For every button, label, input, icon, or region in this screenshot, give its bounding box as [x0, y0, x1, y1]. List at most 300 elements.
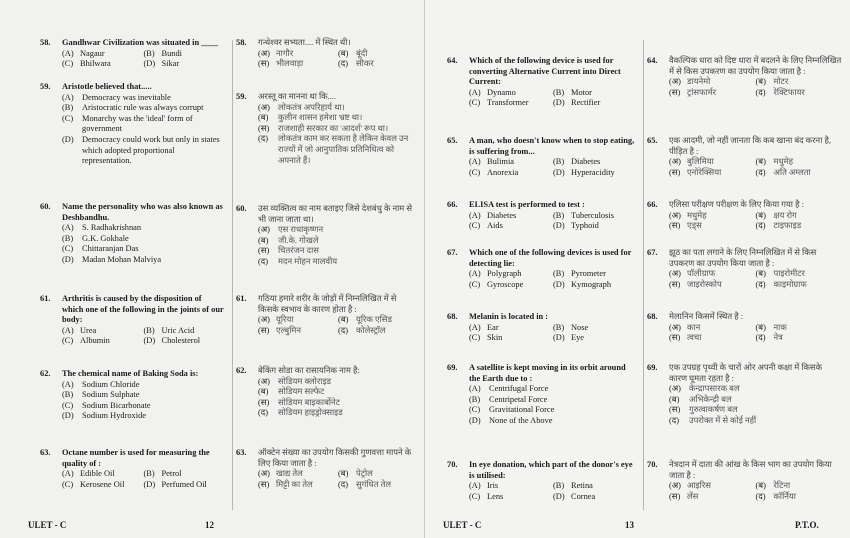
option-text: यूरिक एसिड	[356, 315, 392, 325]
option-text: सीकर	[356, 59, 374, 69]
question-62	[40, 369, 225, 422]
option-label: (द)	[258, 256, 269, 266]
option	[258, 124, 418, 135]
option-label: (C)	[62, 244, 74, 254]
option-label: (A)	[469, 157, 481, 167]
options	[62, 380, 225, 422]
option	[669, 211, 756, 222]
option	[669, 395, 842, 406]
option	[756, 157, 843, 168]
option	[62, 390, 225, 401]
option	[469, 384, 637, 395]
option-label: (A)	[469, 210, 481, 220]
right-hindi-column	[647, 0, 842, 538]
option-label: (C)	[62, 336, 74, 346]
option-label: (अ)	[669, 77, 681, 87]
question-70	[447, 460, 637, 502]
option-text: पेट्रोल	[356, 469, 373, 479]
option	[258, 134, 418, 166]
option-text: Sodium Bicarbonate	[82, 400, 151, 410]
options	[62, 469, 225, 490]
question-number: 68.	[447, 312, 458, 321]
question-number: 59.	[236, 92, 247, 101]
option-text: Perfumed Oil	[161, 479, 207, 489]
option	[62, 234, 225, 245]
option-text: Monarchy was the 'ideal' form of government	[82, 113, 193, 134]
question-text: Aristotle believed that.....	[62, 82, 152, 91]
option	[756, 492, 843, 503]
options	[469, 157, 637, 178]
option-label: (स)	[258, 325, 270, 335]
question-text: ELISA test is performed to test :	[469, 200, 585, 209]
question-63	[40, 448, 225, 490]
option-label: (C)	[469, 221, 481, 231]
option-label: (C)	[62, 59, 74, 69]
question-number: 66.	[447, 200, 458, 209]
question-text: वैकल्पिक धारा को दिष्ट धारा में बदलने के लिए निम्नलिखित में से किस उपकरण का उपयोग किया जाता है :	[669, 56, 842, 76]
option	[62, 49, 144, 60]
option-label: (C)	[469, 491, 481, 501]
option-label: (C)	[469, 333, 481, 343]
options	[469, 88, 637, 109]
option-text: कॉर्निया	[773, 491, 796, 501]
option	[553, 269, 637, 280]
option-text: लोकतंत्र काम कर सकता है लेकिन केवल उन राज्यों में जो आनुपातिक प्रतिनिधित्व को अपनाते हैं।	[278, 134, 409, 165]
option-text: Edible Oil	[80, 469, 115, 479]
option	[469, 416, 637, 427]
options	[669, 323, 842, 344]
options	[62, 326, 225, 347]
option-text: नागौर	[276, 48, 294, 58]
option-text: मदन मोहन मालवीय	[278, 256, 338, 266]
option	[258, 377, 418, 388]
option	[144, 59, 226, 70]
option	[553, 280, 637, 291]
option	[756, 77, 843, 88]
footer-code: ULET - C	[443, 520, 482, 530]
option-label: (D)	[469, 415, 481, 425]
question-number: 69.	[447, 363, 458, 372]
option-label: (D)	[62, 134, 74, 144]
option-text: S. Radhakrishnan	[82, 223, 142, 233]
question-number: 67.	[647, 248, 658, 257]
option-label: (B)	[143, 48, 155, 58]
option-label: (B)	[62, 390, 74, 400]
options	[258, 315, 418, 336]
option-label: (D)	[553, 491, 565, 501]
option-label: (ब)	[258, 113, 269, 123]
option	[469, 323, 553, 334]
option	[62, 223, 225, 234]
option-text: बूंदी	[356, 48, 368, 58]
question-text: मेलानिन किसमें स्थित है :	[669, 312, 744, 321]
option-label: (A)	[469, 384, 481, 394]
option-label: (अ)	[258, 469, 270, 479]
left-hindi-column	[236, 0, 418, 538]
option-label: (स)	[669, 87, 681, 97]
footer-code: ULET - C	[28, 520, 67, 530]
option	[553, 481, 637, 492]
option-text: Iris	[487, 481, 499, 491]
option-label: (द)	[755, 87, 766, 97]
option-text: Democracy was inevitable	[82, 92, 171, 102]
option	[469, 481, 553, 492]
question-text: A satellite is kept moving in its orbit around the Earth due to :	[469, 363, 626, 383]
option-text: केन्द्रापसारक बल	[689, 384, 740, 394]
option-label: (ब)	[338, 315, 349, 325]
option-text: Centripetal Force	[489, 394, 548, 404]
question-number: 60.	[236, 204, 247, 213]
option-text: Gyroscope	[487, 279, 524, 289]
option-label: (अ)	[669, 481, 681, 491]
option	[469, 88, 553, 99]
option-text: Polygraph	[487, 269, 522, 279]
option	[258, 246, 418, 257]
option-text: Uric Acid	[161, 325, 195, 335]
question-number: 66.	[647, 200, 658, 209]
option	[669, 405, 842, 416]
option-label: (A)	[62, 469, 74, 479]
option-label: (C)	[469, 98, 481, 108]
question-number: 68.	[647, 312, 658, 321]
option	[553, 492, 637, 503]
option-label: (ब)	[755, 210, 766, 220]
option-text: कान	[687, 322, 701, 332]
question-58	[40, 38, 225, 70]
option-label: (B)	[553, 269, 565, 279]
option	[669, 416, 842, 427]
option-label: (C)	[62, 113, 74, 123]
option-text: Bulimia	[487, 157, 514, 167]
option	[258, 103, 418, 114]
option-label: (द)	[258, 134, 269, 144]
option	[62, 114, 225, 135]
question-66-hindi	[647, 200, 842, 232]
option	[62, 411, 225, 422]
option	[338, 326, 418, 337]
question-text: गन्धेश्वर सभ्यता.... में स्थित थी।	[258, 38, 351, 47]
option-text: Pyrometer	[571, 269, 606, 279]
option	[756, 269, 843, 280]
option-label: (D)	[553, 167, 565, 177]
option-label: (B)	[62, 233, 74, 243]
options	[62, 49, 225, 70]
option-label: (C)	[469, 405, 481, 415]
option	[469, 269, 553, 280]
option	[553, 98, 637, 109]
question-number: 61.	[40, 294, 51, 303]
option-text: Motor	[571, 87, 592, 97]
options	[258, 377, 418, 419]
question-text: गठिया हमारे शरीर के जोड़ों में निम्नलिखित में से किसके स्वभाव के कारण होता है :	[258, 294, 397, 314]
question-number: 69.	[647, 363, 658, 372]
option-text: जी.के. गोखले	[278, 235, 319, 245]
right-english-column	[447, 0, 637, 538]
option	[62, 135, 225, 167]
option-label: (D)	[553, 333, 565, 343]
option-text: लेंस	[687, 491, 699, 501]
question-63-hindi	[236, 448, 418, 490]
option-text: Diabetes	[487, 210, 517, 220]
option	[62, 401, 225, 412]
option-label: (B)	[553, 210, 565, 220]
option-label: (D)	[62, 411, 74, 421]
option-label: (अ)	[669, 384, 681, 394]
option	[62, 59, 144, 70]
option-label: (अ)	[669, 269, 681, 279]
option-text: Diabetes	[571, 157, 601, 167]
option-text: मधुमेह	[773, 157, 794, 167]
question-text: झूठ का पता लगाने के लिए निम्नलिखित में से किस उपकरण का उपयोग किया जाता है :	[669, 248, 817, 268]
option-text: Retina	[571, 481, 593, 491]
option	[553, 221, 637, 232]
option-label: (द)	[755, 491, 766, 501]
option	[469, 157, 553, 168]
option-text: ट्रांसफार्मर	[687, 87, 717, 97]
option-text: मिट्टी का तेल	[276, 479, 313, 489]
options	[258, 49, 418, 70]
option-text: उपरोक्त में से कोई नहीं	[689, 415, 757, 425]
option-text: Madan Mohan Malviya	[82, 254, 162, 264]
option-text: सोडियम क्लोराइड	[278, 376, 332, 386]
option-label: (अ)	[669, 210, 681, 220]
option	[669, 168, 756, 179]
question-59	[40, 82, 225, 167]
question-text: Which one of the following devices is used for detecting lie:	[469, 248, 632, 268]
option	[669, 88, 756, 99]
option	[669, 323, 756, 334]
option-text: Gravitational Force	[489, 405, 555, 415]
option	[144, 480, 226, 491]
option-label: (D)	[553, 221, 565, 231]
option-text: Sodium Hydroxide	[82, 411, 146, 421]
option-text: Sodium Sulphate	[82, 390, 140, 400]
options	[62, 223, 225, 265]
option-label: (द)	[755, 279, 766, 289]
question-number: 62.	[40, 369, 51, 378]
option-label: (A)	[62, 325, 74, 335]
option-label: (अ)	[258, 315, 270, 325]
option-label: (अ)	[669, 157, 681, 167]
option-label: (ब)	[755, 157, 766, 167]
pto-label: P.T.O.	[795, 520, 819, 530]
option-text: गुरुत्वाकर्षण बल	[689, 405, 738, 415]
option	[258, 49, 338, 60]
option	[258, 326, 338, 337]
question-65-hindi	[647, 136, 842, 178]
option-text: Nose	[571, 322, 589, 332]
question-number: 64.	[647, 56, 658, 65]
option-text: Cornea	[571, 491, 596, 501]
page-13	[425, 0, 850, 538]
option-label: (B)	[143, 325, 155, 335]
option	[258, 113, 418, 124]
option	[338, 49, 418, 60]
option	[756, 221, 843, 232]
question-number: 58.	[40, 38, 51, 47]
option-text: अति अम्लता	[773, 167, 811, 177]
option-label: (B)	[469, 394, 481, 404]
options	[669, 269, 842, 290]
question-69-hindi	[647, 363, 842, 427]
option-text: Eye	[571, 333, 585, 343]
option-text: Centrifugal Force	[489, 384, 549, 394]
option-label: (D)	[553, 279, 565, 289]
option-text: Sikar	[161, 59, 180, 69]
options	[258, 103, 418, 167]
option-text: क्षय रोग	[773, 210, 797, 220]
option	[756, 333, 843, 344]
option-text: Transformer	[487, 98, 529, 108]
option-label: (द)	[755, 333, 766, 343]
option-text: Ear	[487, 322, 499, 332]
option	[669, 157, 756, 168]
option-label: (द)	[258, 408, 269, 418]
option-text: भीलवाड़ा	[276, 59, 304, 69]
options	[469, 481, 637, 502]
question-text: एक उपग्रह पृथ्वी के चारों ओर अपनी कक्षा में किसके कारण घूमता रहता है :	[669, 363, 823, 383]
option	[338, 480, 418, 491]
question-70-hindi	[647, 460, 842, 502]
question-text: ऑक्टेन संख्या का उपयोग किसकी गुणवत्ता मापने के लिए किया जाता है :	[258, 448, 412, 468]
option-text: एनोरेक्सिया	[687, 167, 722, 177]
option-text: पॉलीग्राफ	[687, 269, 716, 279]
column-divider	[232, 40, 233, 510]
options	[669, 481, 842, 502]
option-text: एल्बुमिन	[276, 325, 302, 335]
option-label: (ब)	[755, 269, 766, 279]
question-text: Melanin is located in :	[469, 312, 549, 321]
option	[669, 221, 756, 232]
option-label: (ब)	[755, 322, 766, 332]
option-text: Typhoid	[571, 221, 599, 231]
option	[62, 336, 144, 347]
option-text: मधुमेह	[687, 210, 707, 220]
option	[669, 481, 756, 492]
question-number: 65.	[447, 136, 458, 145]
option	[144, 469, 226, 480]
options	[62, 93, 225, 167]
option	[258, 257, 418, 268]
option	[669, 77, 756, 88]
option	[469, 492, 553, 503]
question-number: 63.	[40, 448, 51, 457]
option	[62, 255, 225, 266]
options	[669, 77, 842, 98]
option-label: (A)	[62, 223, 74, 233]
option-label: (A)	[469, 481, 481, 491]
option-label: (स)	[258, 246, 270, 256]
option-text: जाइरोस्कोप	[687, 279, 722, 289]
option-text: Kymograph	[571, 279, 612, 289]
option	[338, 469, 418, 480]
option-label: (स)	[258, 59, 270, 69]
option-text: डायनेमो	[687, 77, 711, 87]
option-text: None of the Above	[489, 415, 553, 425]
question-64	[447, 56, 637, 109]
option-label: (अ)	[258, 102, 270, 112]
question-58-hindi	[236, 38, 418, 70]
option-label: (द)	[755, 221, 766, 231]
option-text: Albumin	[80, 336, 110, 346]
question-60	[40, 202, 225, 266]
question-text: उस व्यक्तित्व का नाम बताइए जिसे देशबंधु के नाम से भी जाना जाता था।	[258, 204, 413, 224]
option-label: (स)	[669, 221, 681, 231]
option	[258, 398, 418, 409]
question-67-hindi	[647, 248, 842, 290]
option-text: Bhilwara	[80, 59, 111, 69]
option-text: चितरंजन दास	[278, 246, 319, 256]
option-text: कुलीन शासन हमेशा भ्रष्ट था।	[278, 113, 363, 123]
option	[553, 168, 637, 179]
option-text: नेत्र	[773, 333, 783, 343]
option	[258, 469, 338, 480]
option	[62, 103, 225, 114]
option-text: काइमोग्राफ	[773, 279, 807, 289]
option-text: Anorexia	[487, 167, 519, 177]
option	[258, 225, 418, 236]
option	[469, 98, 553, 109]
options	[669, 211, 842, 232]
question-number: 60.	[40, 202, 51, 211]
question-number: 65.	[647, 136, 658, 145]
option-label: (D)	[553, 98, 565, 108]
question-69	[447, 363, 637, 427]
question-number: 64.	[447, 56, 458, 65]
option-text: खाद्य तेल	[276, 469, 303, 479]
option-label: (स)	[258, 123, 270, 133]
option-text: आइरिस	[687, 481, 711, 491]
option-text: Sodium Chloride	[82, 379, 140, 389]
options	[469, 323, 637, 344]
option	[62, 480, 144, 491]
question-text: Octane number is used for measuring the quality of :	[62, 448, 210, 468]
option	[62, 469, 144, 480]
question-59-hindi	[236, 92, 418, 166]
option	[258, 480, 338, 491]
option-label: (B)	[553, 87, 565, 97]
option-text: लोकतंत्र अपरिहार्य था।	[278, 102, 345, 112]
option	[144, 49, 226, 60]
option	[258, 387, 418, 398]
option-text: Petrol	[161, 469, 182, 479]
question-68-hindi	[647, 312, 842, 344]
option-label: (D)	[143, 479, 156, 489]
option-text: Dynamo	[487, 87, 516, 97]
option-label: (स)	[669, 405, 681, 415]
option	[669, 269, 756, 280]
option	[756, 211, 843, 222]
option-label: (B)	[553, 481, 565, 491]
question-66	[447, 200, 637, 232]
option	[144, 326, 226, 337]
option-label: (A)	[469, 322, 481, 332]
question-number: 59.	[40, 82, 51, 91]
page-number: 13	[625, 520, 634, 530]
option-label: (स)	[669, 333, 681, 343]
option-text: एड्स	[687, 221, 702, 231]
option-text: Chittaranjan Das	[82, 244, 139, 254]
option	[338, 59, 418, 70]
option-text: पाइरोमीटर	[773, 269, 805, 279]
question-text: In eye donation, which part of the donor's eye is utilised:	[469, 460, 633, 480]
option-text: राजशाही सरकार का 'आदर्श' रूप था।	[278, 123, 389, 133]
option	[258, 236, 418, 247]
option	[469, 395, 637, 406]
option	[553, 157, 637, 168]
question-68	[447, 312, 637, 344]
option-text: अभिकेन्द्री बल	[689, 394, 732, 404]
